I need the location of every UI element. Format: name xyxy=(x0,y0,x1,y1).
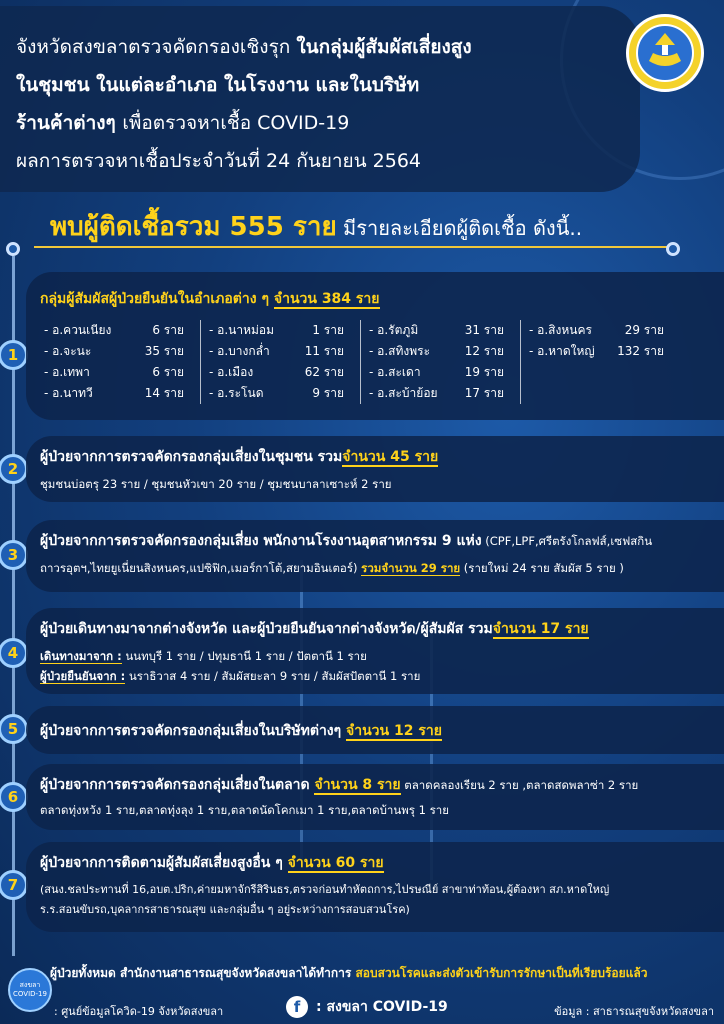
district-count: 62 ราย xyxy=(304,365,344,379)
section-number-2: 2 xyxy=(0,454,28,484)
timeline-dot xyxy=(666,242,680,256)
district-name: - อ.ระโนด xyxy=(209,386,264,400)
section-number-3: 3 xyxy=(0,540,28,570)
district-item xyxy=(44,341,200,362)
section-7-detail-a: (สนง.ชลประทานที่ 16,อบต.ปริก,ค่ายมหาจักรีสิรินธร,ตรวจก่อนทำหัตถการ,ไปรษณีย์ สาขาท่าท้อน,ผู้ต้องหา สภ.หาดใหญ่ xyxy=(40,883,610,896)
section-title-text: ผู้ป่วยเดินทางมาจากต่างจังหวัด และผู้ป่วยยืนยันจากต่างจังหวัด/ผู้สัมผัส รวม xyxy=(40,621,493,637)
section-title-text: ผู้ป่วยจากการตรวจคัดกรองกลุ่มเสี่ยงในบริษัทต่างๆ xyxy=(40,723,347,739)
total-underline xyxy=(34,246,674,248)
district-item xyxy=(44,383,200,404)
district-item xyxy=(209,383,360,404)
factory-list: ถาวรอุตฯ,ไทยยูเนี่ยนสิงหนคร,แปซิฟิก,เมอร์กาโต้,สยามอินเตอร์) xyxy=(40,561,362,575)
footer-note-highlight: สอบสวนโรคและส่งตัวเข้ารับการรักษาเป็นที่เรียบร้อยแล้ว xyxy=(355,966,648,980)
district-column xyxy=(40,320,200,404)
section-count: รวมจำนวน 29 ราย xyxy=(361,561,461,575)
header-line-2: ในชุมชน ในแต่ละอำเภอ ในโรงงาน และในบริษัท xyxy=(16,74,420,96)
section-number-5: 5 xyxy=(0,714,28,744)
section-title-text: ผู้ป่วยจากการตรวจคัดกรองกลุ่มเสี่ยง พนักงานโรงงานอุตสาหกรรม 9 แห่ง xyxy=(40,533,482,549)
district-grid xyxy=(40,320,710,404)
section-6-detail: ตลาดทุ่งหวัง 1 ราย,ตลาดทุ่งลุง 1 ราย,ตลาดนัดโคกเมา 1 ราย,ตลาดบ้านพรุ 1 ราย xyxy=(40,803,449,817)
section-1 xyxy=(26,272,724,420)
facebook-icon: f xyxy=(286,996,308,1018)
section-4 xyxy=(26,608,724,694)
confirm-detail: นราธิวาส 4 ราย / สัมผัสยะลา 9 ราย / สัมผัสปัตตานี 1 ราย xyxy=(125,669,421,683)
district-count: 12 ราย xyxy=(464,344,504,358)
travel-label: เดินทางมาจาก : xyxy=(40,649,122,663)
section-title-text: ผู้ป่วยจากการตรวจคัดกรองกลุ่มเสี่ยงในตลาด xyxy=(40,777,315,793)
section-title-text: ผู้ป่วยจากการติดตามผู้สัมผัสเสี่ยงสูงอื่น ๆ xyxy=(40,855,288,871)
district-count: 6 ราย xyxy=(152,323,184,337)
section-count: จำนวน 60 ราย xyxy=(287,855,384,871)
section-5 xyxy=(26,706,724,754)
district-count: 31 ราย xyxy=(464,323,504,337)
header-line-3 xyxy=(16,104,640,142)
confirm-label: ผู้ป่วยยืนยันจาก : xyxy=(40,669,126,683)
district-item xyxy=(44,362,200,383)
section-6-title xyxy=(40,774,710,796)
district-item xyxy=(369,320,520,341)
section-7 xyxy=(26,842,724,932)
section-number-6: 6 xyxy=(0,782,28,812)
district-item xyxy=(529,341,680,362)
section-6 xyxy=(26,764,724,830)
footer-source-left: : ศูนย์ข้อมูลโควิด-19 จังหวัดสงขลา xyxy=(54,1005,224,1018)
footer-bar xyxy=(0,992,724,1024)
seal-icon xyxy=(635,23,695,83)
district-count: 132 ราย xyxy=(617,344,664,358)
section-3 xyxy=(26,520,724,592)
district-name: - อ.จะนะ xyxy=(44,344,92,358)
section-3-detail xyxy=(40,558,710,578)
district-column xyxy=(360,320,520,404)
district-column xyxy=(200,320,360,404)
header-line-4: ผลการตรวจหาเชื้อประจำวันที่ 24 กันยายน 2564 xyxy=(16,150,422,172)
total-summary xyxy=(50,206,690,247)
section-note: (รายใหม่ 24 ราย สัมผัส 5 ราย ) xyxy=(460,561,624,575)
district-column xyxy=(520,320,680,404)
facebook-page-link[interactable] xyxy=(286,996,448,1018)
header-text-bold: ในกลุ่มผู้สัมผัสเสี่ยงสูง xyxy=(296,36,472,58)
section-count: จำนวน 17 ราย xyxy=(492,621,589,637)
district-item xyxy=(369,362,520,383)
section-title-text: ผู้ป่วยจากการตรวจคัดกรองกลุ่มเสี่ยงในชุมชน รวม xyxy=(40,449,343,465)
section-5-title xyxy=(40,720,710,742)
section-count: จำนวน 8 ราย xyxy=(314,777,401,793)
district-item xyxy=(529,320,680,341)
district-name: - อ.สะเดา xyxy=(369,365,421,379)
province-seal-logo xyxy=(626,14,704,92)
district-count: 19 ราย xyxy=(464,365,504,379)
district-item xyxy=(209,362,360,383)
district-count: 29 ราย xyxy=(624,323,664,337)
district-name: - อ.ควนเนียง xyxy=(44,323,112,337)
travel-detail: นนทบุรี 1 ราย / ปทุมธานี 1 ราย / ปัตตานี 1 ราย xyxy=(121,649,367,663)
section-4-confirm xyxy=(40,666,710,686)
district-name: - อ.สะบ้าย้อย xyxy=(369,386,438,400)
district-count: 11 ราย xyxy=(304,344,344,358)
timeline-dot xyxy=(6,242,20,256)
district-name: - อ.สิงหนคร xyxy=(529,323,592,337)
section-7-title xyxy=(40,852,710,874)
section-number-1: 1 xyxy=(0,340,28,370)
district-count: 1 ราย xyxy=(312,323,344,337)
section-2-detail: ชุมชนบ่อตรุ 23 ราย / ชุมชนหัวเขา 20 ราย / ชุมชนบาลาเซาะห์ 2 ราย xyxy=(40,477,392,491)
district-item xyxy=(209,320,360,341)
section-2 xyxy=(26,436,724,502)
district-name: - อ.เมือง xyxy=(209,365,254,379)
district-name: - อ.เทพา xyxy=(44,365,90,379)
footer-note-text: ผู้ป่วยทั้งหมด สำนักงานสาธารณสุขจังหวัดสงขลาได้ทำการ xyxy=(50,966,356,980)
district-name: - อ.นาทวี xyxy=(44,386,93,400)
total-count: พบผู้ติดเชื้อรวม 555 ราย xyxy=(50,212,337,242)
district-item xyxy=(369,383,520,404)
district-count: 17 ราย xyxy=(464,386,504,400)
header-text: จังหวัดสงขลาตรวจคัดกรองเชิงรุก xyxy=(16,36,297,58)
section-7-detail-b: ร.ร.สอนขับรถ,บุคลากรสาธารณสุข และกลุ่มอื่น ๆ อยู่ระหว่างการสอบสวนโรค) xyxy=(40,903,410,916)
section-number-4: 4 xyxy=(0,638,28,668)
district-item xyxy=(44,320,200,341)
district-name: - อ.สทิงพระ xyxy=(369,344,431,358)
total-description: มีรายละเอียดผู้ติดเชื้อ ดังนี้.. xyxy=(336,216,583,240)
district-name: - อ.รัตภูมิ xyxy=(369,323,419,337)
section-3-title xyxy=(40,530,710,552)
covid-badge-logo: สงขลา COVID-19 xyxy=(8,968,52,1012)
section-number-7: 7 xyxy=(0,870,28,900)
market-detail-a: ตลาดคลองเรียน 2 ราย ,ตลาดสดพลาซ่า 2 ราย xyxy=(400,778,639,792)
district-item xyxy=(369,341,520,362)
header-line-1 xyxy=(16,28,640,66)
section-2-title xyxy=(40,446,710,468)
section-4-title xyxy=(40,618,710,640)
section-count: จำนวน 45 ราย xyxy=(342,449,439,465)
footer-source-right: ข้อมูล : สาธารณสุขจังหวัดสงขลา xyxy=(554,1005,714,1018)
facebook-page-name: : สงขลา COVID-19 xyxy=(316,999,448,1015)
header-panel xyxy=(0,6,640,192)
section-4-travel xyxy=(40,646,710,666)
footer-note xyxy=(50,964,648,983)
section-1-title xyxy=(40,288,710,310)
district-count: 14 ราย xyxy=(144,386,184,400)
district-name: - อ.นาหม่อม xyxy=(209,323,275,337)
section-count: จำนวน 384 ราย xyxy=(273,291,380,307)
district-count: 35 ราย xyxy=(144,344,184,358)
header-text: เพื่อตรวจหาเชื้อ COVID-19 xyxy=(122,112,350,134)
section-title-text: กลุ่มผู้สัมผัสผู้ป่วยยืนยันในอำเภอต่าง ๆ xyxy=(40,291,274,307)
district-count: 6 ราย xyxy=(152,365,184,379)
district-item xyxy=(209,341,360,362)
district-count: 9 ราย xyxy=(312,386,344,400)
section-title-extra: (CPF,LPF,ศรีตรังโกลฟส์,เซฟสกิน xyxy=(481,534,653,548)
district-name: - อ.บางกล่ำ xyxy=(209,344,270,358)
header-text-bold: ร้านค้าต่างๆ xyxy=(16,112,123,134)
district-name: - อ.หาดใหญ่ xyxy=(529,344,595,358)
section-count: จำนวน 12 ราย xyxy=(346,723,442,739)
